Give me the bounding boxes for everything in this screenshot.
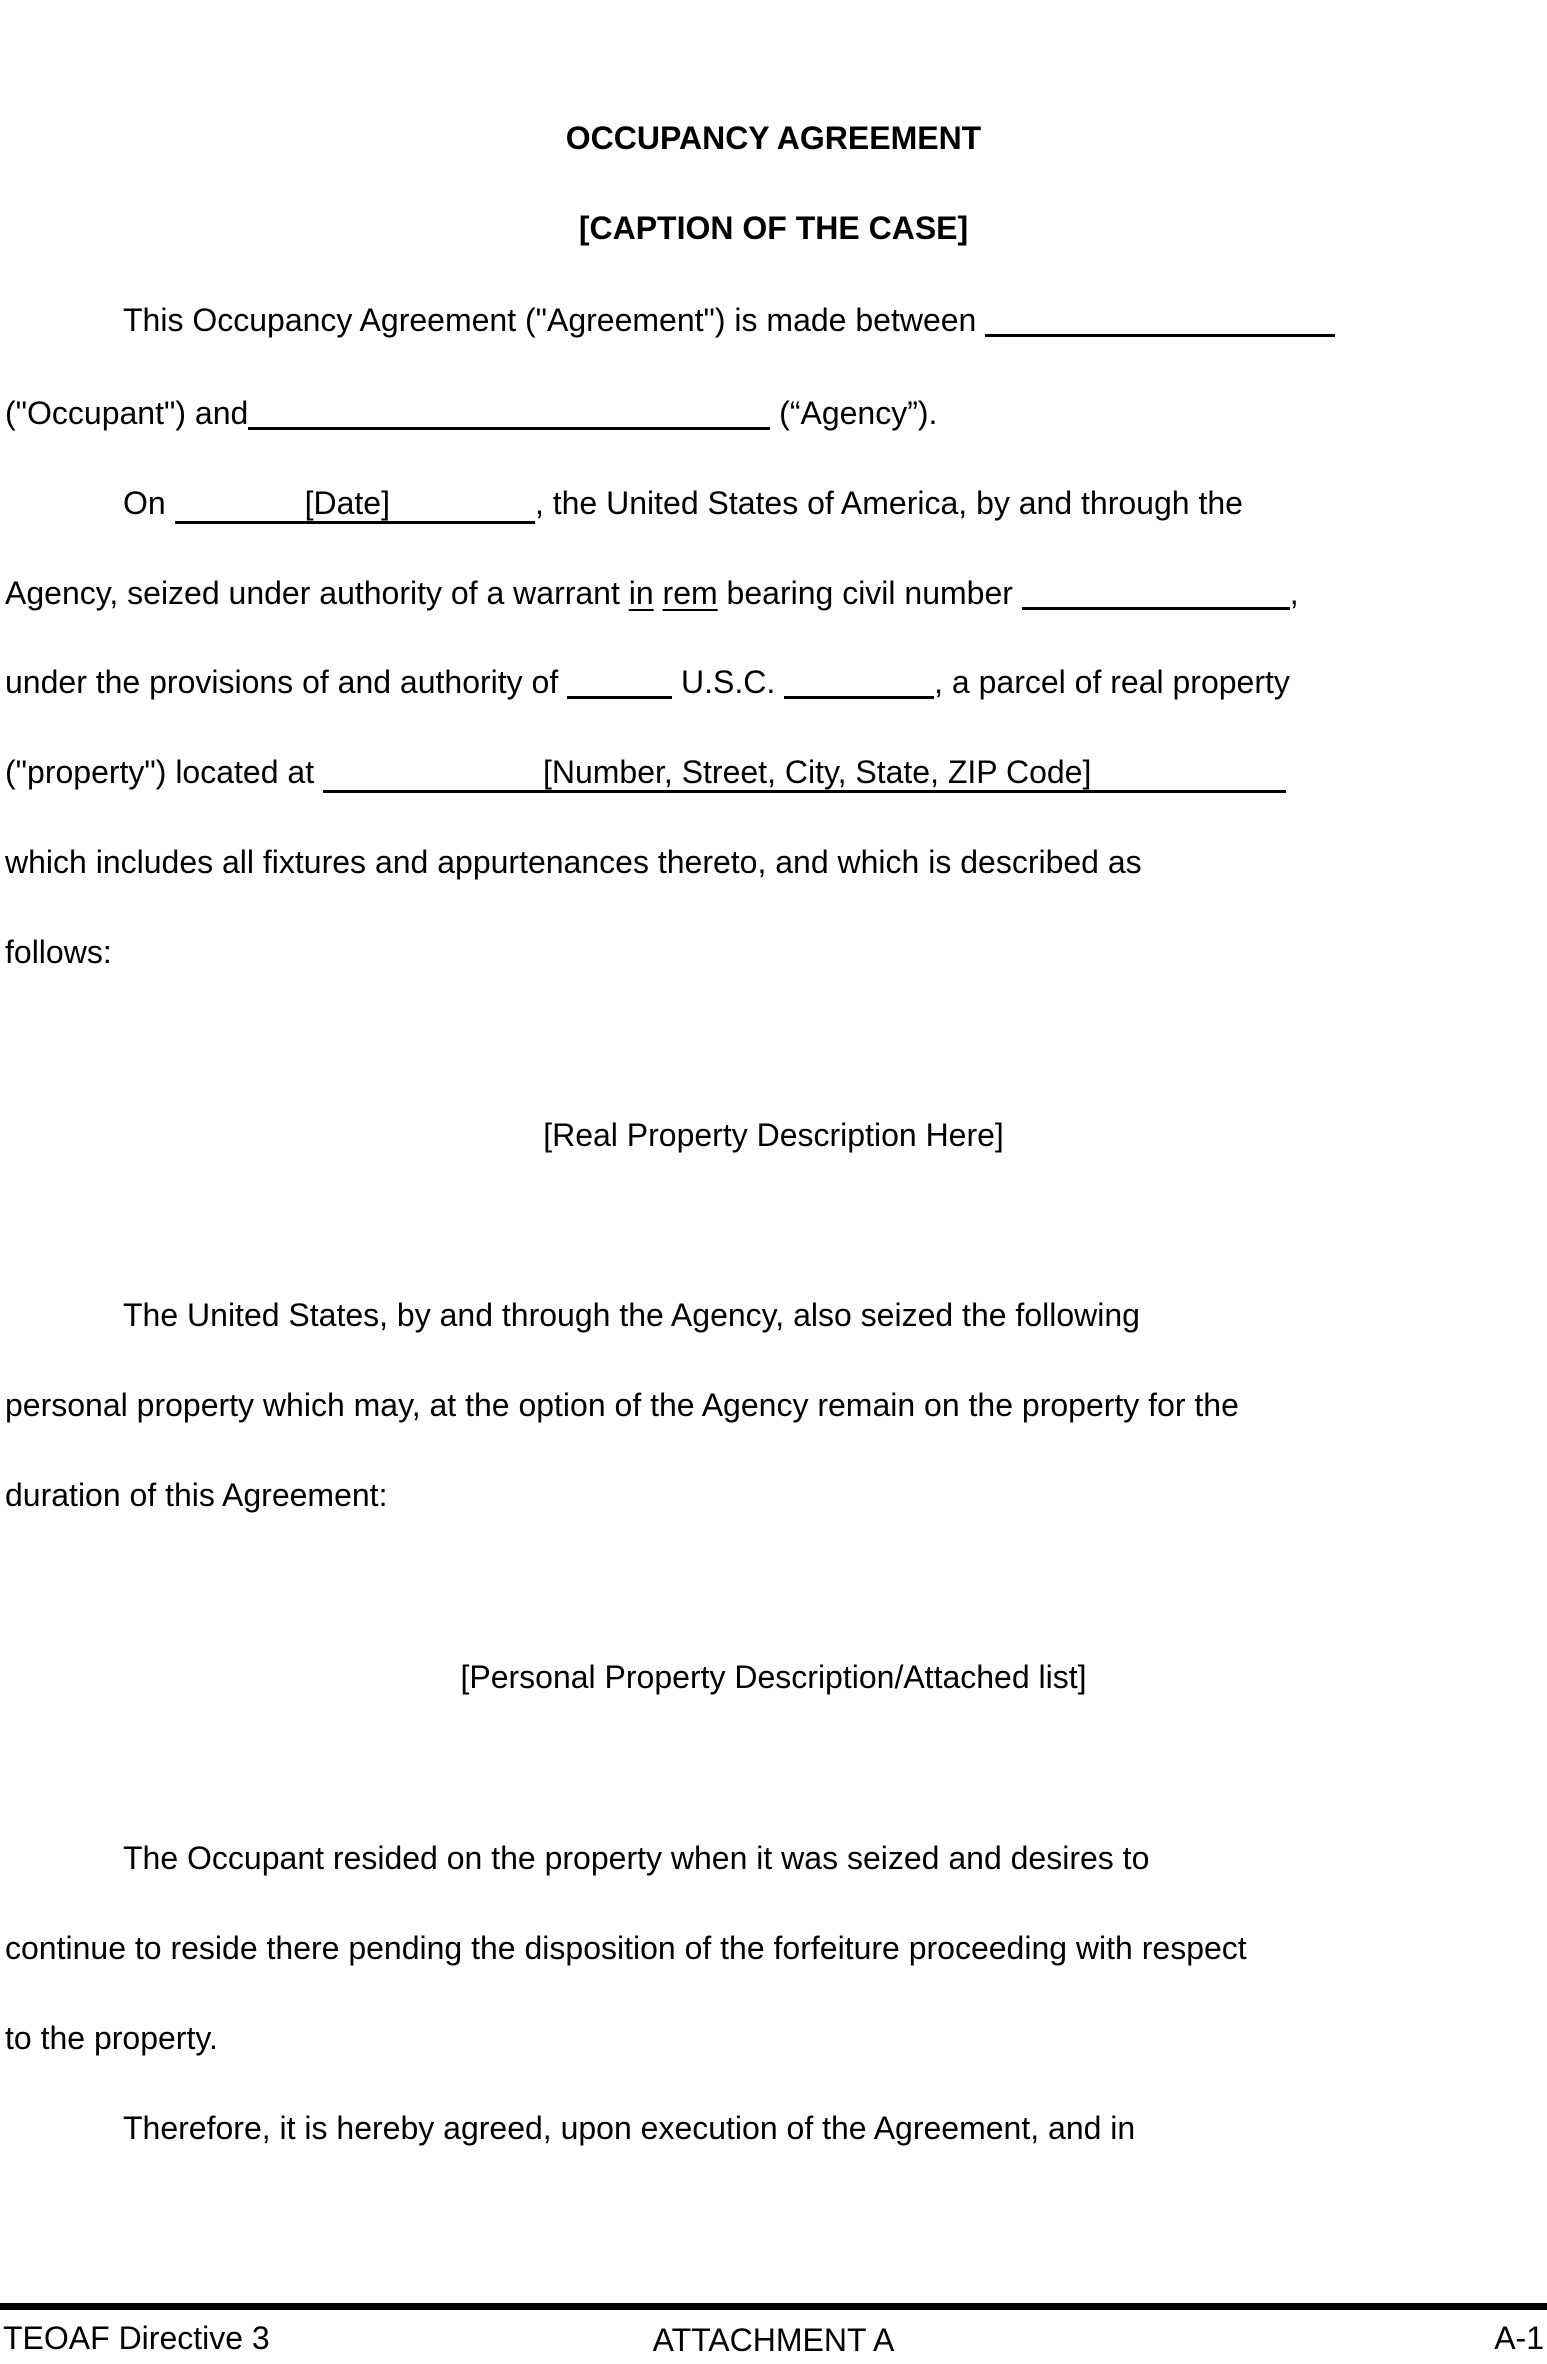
real-property-description-placeholder: [Real Property Description Here] xyxy=(543,1117,1004,1153)
p1-l1-text: This Occupancy Agreement ("Agreement") is made between xyxy=(123,302,977,338)
paragraph2-line5: which includes all fixtures and appurtenances thereto, and which is described as xyxy=(5,844,1142,880)
footer-directive-label: TEOAF Directive 3 xyxy=(3,2320,270,2356)
occupant-name-blank xyxy=(985,333,1335,337)
agency-name-blank xyxy=(248,426,770,430)
paragraph3-line3: duration of this Agreement: xyxy=(5,1477,388,1513)
p2-l3-pre: under the provisions of and authority of xyxy=(5,664,559,700)
p2-l1-pre: On xyxy=(123,485,166,521)
date-blank: [Date] xyxy=(175,486,535,524)
paragraph2-line4 xyxy=(5,752,1286,793)
civil-number-blank xyxy=(1022,606,1290,610)
p2-l4-pre: ("property") located at xyxy=(5,754,315,790)
paragraph5-line1: Therefore, it is hereby agreed, upon execution of the Agreement, and in xyxy=(123,2110,1136,2146)
footer-attachment-label: ATTACHMENT A xyxy=(652,2322,895,2358)
usc-section-blank xyxy=(784,695,934,699)
paragraph3-line1: The United States, by and through the Agency, also seized the following xyxy=(123,1297,1140,1333)
paragraph2-line6: follows: xyxy=(5,934,112,970)
p2-l2-pre: Agency, seized under authority of a warrant xyxy=(5,575,620,611)
paragraph2-line2 xyxy=(5,573,1299,613)
footer-page-number: A-1 xyxy=(1494,2320,1544,2356)
p2-l3-post: , a parcel of real property xyxy=(934,664,1290,700)
p2-l3-usc: U.S.C. xyxy=(681,664,776,700)
paragraph2-line1 xyxy=(123,483,1243,524)
paragraph1-line1 xyxy=(123,300,1335,340)
usc-title-blank xyxy=(567,695,672,699)
paragraph4-line3: to the property. xyxy=(5,2020,218,2056)
p2-l2-post: , xyxy=(1289,575,1299,611)
p1-l2-post: (“Agency”). xyxy=(779,395,938,431)
property-address-blank: [Number, Street, City, State, ZIP Code] xyxy=(323,755,1286,793)
paragraph1-line2 xyxy=(5,393,937,433)
paragraph2-line3 xyxy=(5,662,1290,702)
footer-divider-line xyxy=(0,2303,1547,2310)
personal-property-description-placeholder: [Personal Property Description/Attached list] xyxy=(460,1659,1087,1695)
in-rem-word-in: in xyxy=(628,575,654,611)
case-caption: [CAPTION OF THE CASE] xyxy=(578,210,969,246)
paragraph3-line2: personal property which may, at the option of the Agency remain on the property for the xyxy=(5,1387,1239,1423)
p2-l2-mid: bearing civil number xyxy=(726,575,1013,611)
paragraph4-line1: The Occupant resided on the property when it was seized and desires to xyxy=(123,1840,1150,1876)
paragraph4-line2: continue to reside there pending the disposition of the forfeiture proceeding with respect xyxy=(5,1930,1247,1966)
p2-l1-post: , the United States of America, by and through the xyxy=(534,485,1243,521)
in-rem-word-rem: rem xyxy=(662,575,718,611)
document-title: OCCUPANCY AGREEMENT xyxy=(565,120,982,156)
p1-l2-pre: ("Occupant") and xyxy=(5,395,249,431)
